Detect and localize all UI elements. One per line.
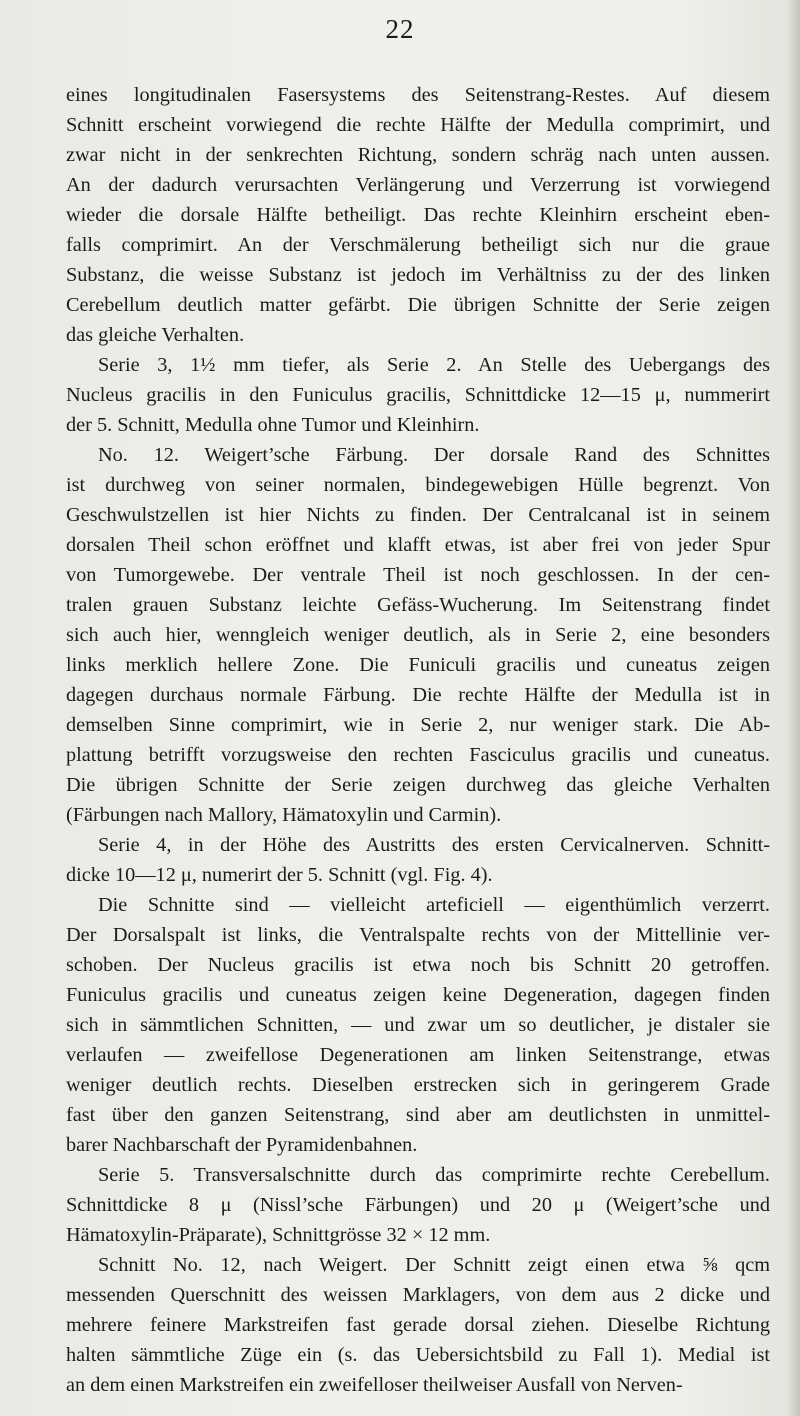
text-line: mehrere feinere Markstreifen fast gerade dorsal ziehen. Dieselbe Richtung (66, 1314, 770, 1336)
text-line: Substanz, die weisse Substanz ist jedoch im Verhältniss zu der des linken (66, 264, 770, 286)
text-line: messenden Querschnitt des weissen Marklagers, von dem aus 2 dicke und (66, 1284, 770, 1306)
text-line: Der Dorsalspalt ist links, die Ventralspalte rechts von der Mittellinie ver- (66, 924, 770, 946)
text-line: Serie 3, 1½ mm tiefer, als Serie 2. An Stelle des Uebergangs des (98, 354, 770, 376)
text-line: schoben. Der Nucleus gracilis ist etwa noch bis Schnitt 20 getroffen. (66, 954, 770, 976)
page-number: 22 (385, 14, 415, 44)
text-line: An der dadurch verursachten Verlängerung und Verzerrung ist vorwiegend (66, 174, 770, 196)
text-line: Die übrigen Schnitte der Serie zeigen durchweg das gleiche Verhalten (66, 774, 770, 796)
text-line: halten sämmtliche Züge ein (s. das Uebersichtsbild zu Fall 1). Medial ist (66, 1344, 770, 1366)
page-edge-shadow (786, 0, 800, 1416)
text-line: verlaufen — zweifellose Degenerationen am linken Seitenstrange, etwas (66, 1044, 770, 1066)
text-line: eines longitudinalen Fasersystems des Seitenstrang-Restes. Auf diesem (66, 84, 770, 106)
text-line: von Tumorgewebe. Der ventrale Theil ist noch geschlossen. In der cen- (66, 564, 770, 586)
text-line: links merklich hellere Zone. Die Funiculi gracilis und cuneatus zeigen (66, 654, 770, 676)
text-line: wieder die dorsale Hälfte betheiligt. Das rechte Kleinhirn erscheint eben- (66, 204, 770, 226)
text-line: Geschwulstzellen ist hier Nichts zu finden. Der Centralcanal ist in seinem (66, 504, 770, 526)
text-line: weniger deutlich rechts. Dieselben erstrecken sich in geringerem Grade (66, 1074, 770, 1096)
text-line: dagegen durchaus normale Färbung. Die rechte Hälfte der Medulla ist in (66, 684, 770, 706)
text-line: Schnitt No. 12, nach Weigert. Der Schnitt zeigt einen etwa ⅝ qcm (98, 1254, 770, 1276)
text-line: das gleiche Verhalten. (66, 324, 245, 346)
text-line: demselben Sinne comprimirt, wie in Serie 2, nur weniger stark. Die Ab- (66, 714, 770, 736)
text-line: Serie 4, in der Höhe des Austritts des ersten Cervicalnerven. Schnitt- (98, 834, 770, 856)
text-line: dicke 10—12 μ, numerirt der 5. Schnitt (vgl. Fig. 4). (66, 864, 493, 886)
text-line: Cerebellum deutlich matter gefärbt. Die übrigen Schnitte der Serie zeigen (66, 294, 770, 316)
text-line: Schnitt erscheint vorwiegend die rechte Hälfte der Medulla comprimirt, und (66, 114, 770, 136)
text-line: zwar nicht in der senkrechten Richtung, sondern schräg nach unten aussen. (66, 144, 770, 166)
text-line: fast über den ganzen Seitenstrang, sind aber am deutlichsten in unmittel- (66, 1104, 770, 1126)
text-line: Funiculus gracilis und cuneatus zeigen keine Degeneration, dagegen finden (66, 984, 770, 1006)
text-line: Hämatoxylin-Präparate), Schnittgrösse 32 × 12 mm. (66, 1224, 491, 1246)
body-text (66, 80, 770, 1400)
text-line: der 5. Schnitt, Medulla ohne Tumor und Kleinhirn. (66, 414, 480, 436)
text-line: dorsalen Theil schon eröffnet und klafft etwas, ist aber frei von jeder Spur (66, 534, 770, 556)
text-line: falls comprimirt. An der Verschmälerung betheiligt sich nur die graue (66, 234, 770, 256)
text-line: Die Schnitte sind — vielleicht arteficiell — eigenthümlich verzerrt. (98, 894, 770, 916)
text-line: tralen grauen Substanz leichte Gefäss-Wucherung. Im Seitenstrang findet (66, 594, 770, 616)
text-line: an dem einen Markstreifen ein zweifelloser theilweiser Ausfall von Nerven- (66, 1374, 683, 1396)
text-line: sich auch hier, wenngleich weniger deutlich, als in Serie 2, eine besonders (66, 624, 770, 646)
text-line: Schnittdicke 8 μ (Nissl’sche Färbungen) und 20 μ (Weigert’sche und (66, 1194, 770, 1216)
text-line: ist durchweg von seiner normalen, bindegewebigen Hülle begrenzt. Von (66, 474, 770, 496)
text-line: sich in sämmtlichen Schnitten, — und zwar um so deutlicher, je distaler sie (66, 1014, 770, 1036)
text-line: No. 12. Weigert’sche Färbung. Der dorsale Rand des Schnittes (98, 444, 770, 466)
text-line: Serie 5. Transversalschnitte durch das comprimirte rechte Cerebellum. (98, 1164, 770, 1186)
text-line: Nucleus gracilis in den Funiculus gracilis, Schnittdicke 12—15 μ, nummerirt (66, 384, 770, 406)
text-line: (Färbungen nach Mallory, Hämatoxylin und Carmin). (66, 804, 502, 826)
text-line: barer Nachbarschaft der Pyramidenbahnen. (66, 1134, 418, 1156)
text-line: plattung betrifft vorzugsweise den rechten Fasciculus gracilis und cuneatus. (66, 744, 770, 766)
